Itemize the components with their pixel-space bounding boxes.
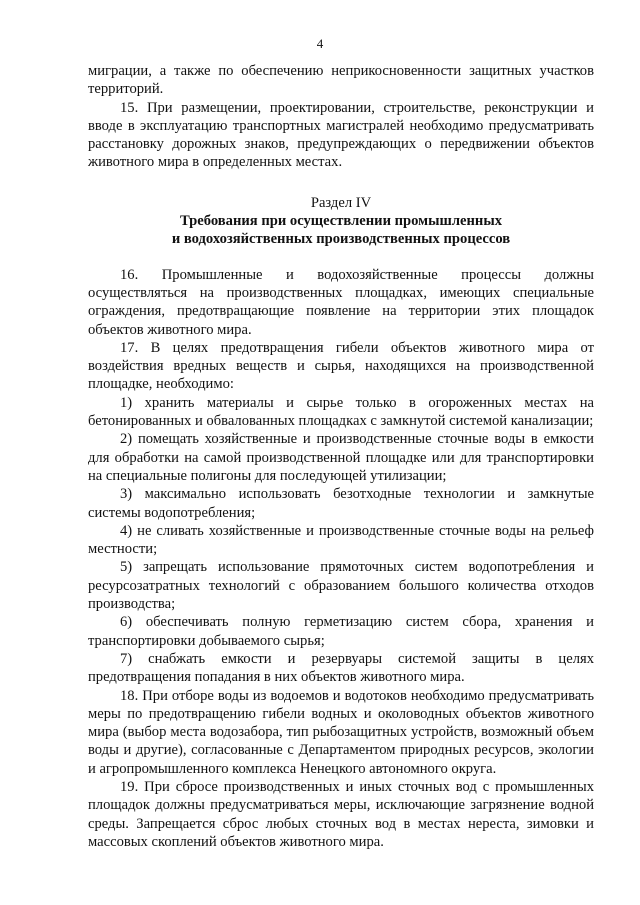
paragraph-17-item-5: 5) запрещать использование прямоточных систем водопотребления и ресурсозатратных технологий с образованием большого количества отходов производства; (88, 559, 594, 613)
paragraph-17-item-1: 1) хранить материалы и сырье только в огороженных местах на бетонированных и обвалованных площадках с замкнутой системой канализации; (88, 394, 594, 430)
document-body (88, 62, 594, 851)
paragraph-19: 19. При сбросе производственных и иных сточных вод с промышленных площадок должны предусматриваться меры, исключающие загрязнение водной среды. Запрещается сброс любых сточных вод в местах нереста, зимовки и массовых скоплений объектов животного мира. (88, 778, 594, 850)
paragraph-17-item-3: 3) максимально использовать безотходные технологии и замкнутые системы водопотребления; (88, 486, 594, 521)
paragraph-18: 18. При отборе воды из водоемов и водотоков необходимо предусматривать меры по предотвращению гибели водных и околоводных объектов животного мира (выбор места водозабора, тип рыбозащитных устройств, возможный объем воды и другие), согласованные с Департаментом природных ресурсов, экологии и агропромышленного комплекса Ненецкого автономного округа. (88, 687, 594, 777)
paragraph-15: 15. При размещении, проектировании, строительстве, реконструкции и вводе в эксплуатацию транспортных магистралей необходимо предусматривать расстановку дорожных знаков, предупреждающих о передвижении объектов животного мира в определенных местах. (88, 99, 594, 171)
section-heading-line-2: и водохозяйственных производственных процессов (171, 231, 511, 248)
section-title: Раздел IV (310, 194, 372, 211)
page-number: 4 (316, 36, 324, 51)
paragraph-17-item-2: 2) помещать хозяйственные и производственные сточные воды в емкости для обработки на самой производственной площадке или для транспортировки на специальные полигоны для последующей утилизации; (88, 431, 594, 484)
paragraph-17-item-4: 4) не сливать хозяйственные и производственные сточные воды на рельеф местности; (88, 522, 594, 558)
paragraph-17-item-7: 7) снабжать емкости и резервуары системой защиты в целях предотвращения попадания в них объектов животного мира. (88, 650, 594, 686)
paragraph-17: 17. В целях предотвращения гибели объектов животного мира от воздействия вредных веществ и сырья, находящихся на производственной площадке, необходимо: (88, 339, 594, 393)
section-heading (88, 212, 594, 249)
paragraph-17-item-6: 6) обеспечивать полную герметизацию систем сбора, хранения и транспортировки добываемого сырья; (88, 614, 594, 649)
paragraph-16: 16. Промышленные и водохозяйственные процессы должны осуществляться на производственных площадках, имеющих специальные ограждения, предотвращающие появление на территории этих площадок объектов животного мира. (88, 266, 594, 338)
paragraph-intro-continuation: миграции, а также по обеспечению неприкосновенности защитных участков территорий. (88, 63, 594, 98)
section-heading-line-1: Требования при осуществлении промышленных (179, 213, 503, 230)
